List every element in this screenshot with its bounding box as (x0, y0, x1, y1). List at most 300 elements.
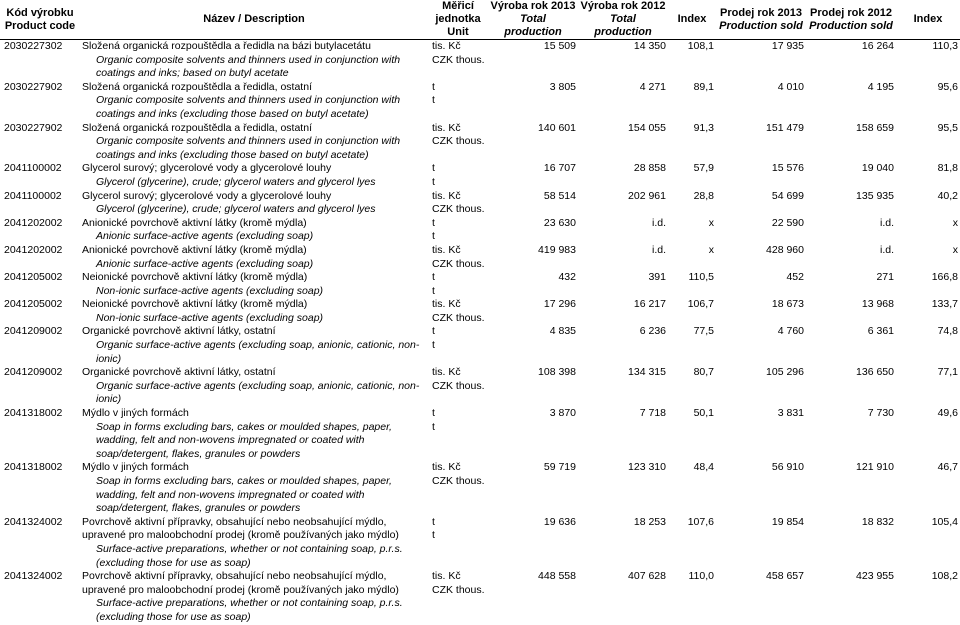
index-sold (896, 190, 960, 217)
unit-cz: tis. Kč (432, 461, 461, 474)
production-2012-value: 6 236 (639, 325, 666, 338)
table-header (0, 0, 960, 40)
table-row (0, 271, 960, 298)
production-2013 (488, 162, 578, 189)
sold-2013 (716, 325, 806, 366)
sold-2013 (716, 298, 806, 325)
production-2012-value: 28 858 (633, 162, 666, 175)
production-2013-value: 3 805 (549, 80, 576, 93)
table-row (0, 298, 960, 325)
production-2012 (578, 162, 668, 189)
product-code: 2030227302 (4, 40, 63, 52)
unit-en: CZK thous. (432, 583, 485, 596)
sold-2012-value: 136 650 (856, 366, 894, 379)
production-2012-value: 18 253 (633, 515, 666, 528)
unit-cz: t (432, 216, 435, 229)
header-product-code: Kód výrobku Product code (4, 6, 76, 32)
description-cell (80, 271, 428, 298)
table-row (0, 325, 960, 366)
header-index-production: Index (677, 13, 707, 25)
sold-2013 (716, 461, 806, 515)
table-row (0, 461, 960, 515)
unit-cell (428, 298, 488, 325)
unit-en: t (432, 175, 435, 188)
sold-2013-value: 458 657 (766, 570, 804, 583)
product-code-cell (0, 244, 80, 271)
product-code-cell (0, 190, 80, 217)
production-2012-value: 154 055 (628, 121, 666, 134)
sold-2013-value: 17 935 (771, 40, 804, 52)
index-production-value: 57,9 (693, 162, 714, 175)
product-code-cell (0, 516, 80, 570)
production-2013 (488, 190, 578, 217)
production-2013 (488, 407, 578, 461)
unit-cz: tis. Kč (432, 40, 461, 52)
index-production (668, 570, 716, 624)
index-production (668, 298, 716, 325)
description-cell (80, 366, 428, 407)
unit-cell (428, 516, 488, 570)
product-code-cell (0, 81, 80, 122)
description-en: Soap in forms excluding bars, cakes or moulded shapes, paper, wadding, felt and non-wovens impregnated or coated with soap/detergent, flakes, granules or powders (96, 420, 392, 460)
index-sold-value: 105,4 (931, 515, 958, 528)
index-production (668, 81, 716, 122)
description-cz: Mýdlo v jiných formách (82, 407, 189, 420)
unit-cell (428, 244, 488, 271)
production-2013-value: 17 296 (543, 298, 576, 311)
product-code: 2041202002 (4, 216, 63, 229)
description-en: Organic surface-active agents (excluding soap, anionic, cationic, non-ionic) (96, 379, 420, 406)
index-production (668, 244, 716, 271)
sold-2013-value: 54 699 (771, 189, 804, 202)
description-cz: Neionické povrchově aktivní látky (kromě mýdla) (82, 298, 308, 311)
production-2012-value: 16 217 (633, 298, 666, 311)
description-cell (80, 40, 428, 81)
production-2012 (578, 570, 668, 624)
unit-cell (428, 122, 488, 163)
description-cz: Glycerol surový; glycerolové vody a glycerolové louhy (82, 189, 332, 202)
production-2013 (488, 516, 578, 570)
unit-cz: tis. Kč (432, 298, 461, 311)
index-production-value: 108,1 (687, 40, 714, 52)
table-row (0, 122, 960, 163)
production-2013-value: 59 719 (543, 461, 576, 474)
sold-2013 (716, 217, 806, 244)
unit-en: CZK thous. (432, 53, 485, 66)
index-sold (896, 325, 960, 366)
index-production-value: 50,1 (693, 407, 714, 420)
index-production-value: 89,1 (693, 80, 714, 93)
description-cz: Neionické povrchově aktivní látky (kromě mýdla) (82, 271, 308, 284)
index-sold (896, 461, 960, 515)
sold-2012-value: 7 730 (867, 407, 894, 420)
sold-2012-value: 18 832 (861, 515, 894, 528)
product-code: 2041209002 (4, 325, 63, 338)
index-production-value: 110,5 (688, 271, 714, 284)
sold-2012 (806, 81, 896, 122)
production-2013-value: 419 983 (538, 243, 576, 256)
production-2012 (578, 325, 668, 366)
index-sold-value: 46,7 (937, 461, 958, 474)
table-row (0, 40, 960, 81)
unit-en: CZK thous. (432, 203, 485, 216)
sold-2012 (806, 461, 896, 515)
index-production (668, 271, 716, 298)
unit-cz: tis. Kč (432, 243, 461, 256)
sold-2012 (806, 162, 896, 189)
description-en: Glycerol (glycerine), crude; glycerol waters and glycerol lyes (96, 203, 376, 216)
sold-2013 (716, 407, 806, 461)
index-sold (896, 298, 960, 325)
index-production-value: 77,5 (693, 325, 714, 338)
index-production-value: 106,7 (687, 298, 714, 311)
sold-2013 (716, 244, 806, 271)
product-code-cell (0, 162, 80, 189)
product-code: 2041324002 (4, 570, 63, 583)
description-en: Non-ionic surface-active agents (excluding soap) (96, 284, 324, 297)
description-en: Glycerol (glycerine), crude; glycerol waters and glycerol lyes (96, 175, 376, 188)
production-2013 (488, 461, 578, 515)
description-cz: Složená organická rozpouštědla a ředidla, ostatní (82, 121, 312, 134)
production-2012-value: i.d. (651, 216, 666, 229)
sold-2012-value: 4 195 (867, 80, 894, 93)
description-cz: Mýdlo v jiných formách (82, 461, 189, 474)
unit-cell (428, 40, 488, 81)
description-cz: Složená organická rozpouštědla a ředidla, ostatní (82, 80, 312, 93)
sold-2013-value: 105 296 (766, 366, 804, 379)
sold-2013-value: 3 831 (777, 407, 804, 420)
unit-cz: t (432, 162, 435, 175)
index-production (668, 217, 716, 244)
index-sold-value: 49,6 (937, 407, 958, 420)
index-production (668, 516, 716, 570)
unit-cz: tis. Kč (432, 570, 461, 583)
header-unit: Měřicí jednotka Unit (435, 0, 481, 38)
description-cell (80, 162, 428, 189)
unit-en: t (432, 94, 435, 107)
production-2013-value: 108 398 (538, 366, 576, 379)
description-en: Anionic surface-active agents (excluding soap) (96, 257, 314, 270)
index-production (668, 366, 716, 407)
table-row (0, 570, 960, 624)
product-code-cell (0, 217, 80, 244)
sold-2012-value: 19 040 (861, 162, 894, 175)
product-code-cell (0, 271, 80, 298)
sold-2012-value: 121 910 (856, 461, 894, 474)
production-2012 (578, 461, 668, 515)
production-2012 (578, 298, 668, 325)
production-2013 (488, 122, 578, 163)
production-2012 (578, 366, 668, 407)
production-2013-value: 16 707 (543, 162, 576, 175)
product-code-cell (0, 407, 80, 461)
index-production-value: 107,6 (687, 515, 714, 528)
product-code: 2041205002 (4, 298, 63, 311)
production-2012 (578, 81, 668, 122)
production-2013-value: 448 558 (538, 570, 576, 583)
description-cz: Povrchově aktivní přípravky, obsahující nebo neobsahující mýdlo, upravené pro maloobchodní prodej (kromě používaných jako mýdlo) (82, 570, 399, 596)
header-index-sold: Index (913, 13, 943, 25)
sold-2012 (806, 190, 896, 217)
production-2013 (488, 271, 578, 298)
index-production (668, 325, 716, 366)
header-description: Název / Description (203, 13, 305, 25)
production-2013 (488, 366, 578, 407)
index-production-value: 48,4 (693, 461, 714, 474)
header-sold-2013: Prodej rok 2013 Production sold (719, 6, 803, 32)
production-2012-value: 14 350 (633, 40, 666, 52)
description-en: Organic composite solvents and thinners used in conjunction with coatings and inks; based on butyl acetate (96, 53, 401, 80)
production-2013 (488, 298, 578, 325)
product-code-cell (0, 570, 80, 624)
production-2012-value: i.d. (651, 243, 666, 256)
index-sold-value: 81,8 (937, 162, 958, 175)
table-row (0, 244, 960, 271)
unit-cell (428, 570, 488, 624)
index-production (668, 162, 716, 189)
index-production-value: x (708, 243, 714, 256)
description-cell (80, 217, 428, 244)
unit-cell (428, 81, 488, 122)
sold-2013 (716, 570, 806, 624)
header-sold-2012: Prodej rok 2012 Production sold (809, 6, 893, 32)
unit-cz: tis. Kč (432, 189, 461, 202)
index-sold (896, 162, 960, 189)
index-production (668, 407, 716, 461)
sold-2013-value: 56 910 (771, 461, 804, 474)
index-production-value: x (708, 216, 714, 229)
description-en: Anionic surface-active agents (excluding soap) (96, 230, 314, 243)
table-row (0, 162, 960, 189)
sold-2013-value: 151 479 (766, 121, 804, 134)
unit-en: t (432, 339, 435, 352)
unit-cell (428, 325, 488, 366)
index-sold-value: x (952, 216, 958, 229)
production-2013 (488, 244, 578, 271)
production-2013-value: 23 630 (543, 216, 576, 229)
index-sold (896, 366, 960, 407)
index-sold-value: 166,8 (931, 271, 958, 284)
sold-2013-value: 4 760 (777, 325, 804, 338)
product-code: 2041318002 (4, 407, 63, 420)
unit-cz: tis. Kč (432, 121, 461, 134)
production-2012-value: 202 961 (628, 189, 666, 202)
production-2012 (578, 40, 668, 81)
index-sold-value: 74,8 (937, 325, 958, 338)
index-production (668, 122, 716, 163)
description-cell (80, 298, 428, 325)
index-sold-value: 40,2 (937, 189, 958, 202)
product-code: 2041324002 (4, 515, 63, 528)
production-2013-value: 19 636 (543, 515, 576, 528)
index-sold (896, 122, 960, 163)
description-en: Organic composite solvents and thinners used in conjunction with coatings and inks (excluding those based on butyl acetate) (96, 94, 401, 120)
description-cz: Organické povrchově aktivní látky, ostatní (82, 325, 276, 338)
unit-en: CZK thous. (432, 311, 485, 324)
sold-2012 (806, 217, 896, 244)
index-sold (896, 244, 960, 271)
product-code: 2041209002 (4, 366, 63, 379)
unit-cell (428, 407, 488, 461)
sold-2013 (716, 162, 806, 189)
index-production (668, 461, 716, 515)
index-sold-value: 108,2 (931, 570, 958, 583)
production-2013-value: 432 (558, 271, 576, 284)
product-code: 2030227902 (4, 121, 63, 134)
production-2012-value: 391 (648, 271, 666, 284)
unit-en: t (432, 284, 435, 297)
table-row (0, 190, 960, 217)
sold-2012-value: 423 955 (856, 570, 894, 583)
unit-cz: t (432, 271, 435, 284)
sold-2012 (806, 516, 896, 570)
table-row (0, 407, 960, 461)
unit-en: CZK thous. (432, 257, 485, 270)
sold-2012 (806, 570, 896, 624)
production-2013-value: 15 509 (543, 40, 576, 52)
table-row (0, 217, 960, 244)
sold-2013-value: 452 (786, 271, 804, 284)
sold-2012-value: 135 935 (856, 189, 894, 202)
index-production (668, 40, 716, 81)
production-2012-value: 4 271 (639, 80, 666, 93)
production-2013-value: 3 870 (549, 407, 576, 420)
sold-2012 (806, 271, 896, 298)
index-production-value: 28,8 (693, 189, 714, 202)
sold-2012-value: 16 264 (861, 40, 894, 52)
unit-en: t (432, 420, 435, 433)
product-code-cell (0, 366, 80, 407)
production-2013 (488, 325, 578, 366)
unit-cell (428, 271, 488, 298)
description-cz: Organické povrchově aktivní látky, ostatní (82, 366, 276, 379)
production-2012-value: 7 718 (639, 407, 666, 420)
index-sold-value: 110,3 (932, 40, 958, 52)
index-sold (896, 40, 960, 81)
table-row (0, 516, 960, 570)
sold-2013 (716, 516, 806, 570)
index-sold (896, 407, 960, 461)
sold-2012-value: 158 659 (856, 121, 894, 134)
table-row (0, 366, 960, 407)
index-sold (896, 516, 960, 570)
production-2012 (578, 217, 668, 244)
unit-cell (428, 366, 488, 407)
index-production-value: 80,7 (693, 366, 714, 379)
sold-2012-value: i.d. (879, 216, 894, 229)
description-en: Organic surface-active agents (excluding soap, anionic, cationic, non-ionic) (96, 339, 420, 365)
sold-2012 (806, 366, 896, 407)
index-production-value: 110,0 (688, 570, 714, 583)
production-2012 (578, 190, 668, 217)
description-cz: Anionické povrchově aktivní látky (kromě mýdla) (82, 243, 307, 256)
index-sold-value: 77,1 (937, 366, 958, 379)
sold-2013 (716, 122, 806, 163)
production-2013 (488, 81, 578, 122)
product-code-cell (0, 325, 80, 366)
index-sold-value: 95,5 (937, 121, 958, 134)
description-cell (80, 190, 428, 217)
unit-cell (428, 217, 488, 244)
sold-2013-value: 18 673 (771, 298, 804, 311)
index-sold-value: x (952, 243, 958, 256)
product-code: 2030227902 (4, 80, 63, 93)
description-en: Surface-active preparations, whether or not containing soap, p.r.s. (excluding those for use as soap) (96, 597, 403, 623)
unit-cell (428, 162, 488, 189)
description-en: Soap in forms excluding bars, cakes or moulded shapes, paper, wadding, felt and non-wovens impregnated or coated with soap/detergent, flakes, granules or powders (96, 475, 392, 515)
production-2012 (578, 244, 668, 271)
index-sold (896, 570, 960, 624)
description-cell (80, 570, 428, 624)
production-2013-value: 4 835 (549, 325, 576, 338)
unit-en: CZK thous. (432, 475, 485, 487)
sold-2013-value: 22 590 (771, 216, 804, 229)
sold-2012-value: 13 968 (861, 298, 894, 311)
header-production-2012: Výroba rok 2012 Total production (580, 0, 666, 38)
sold-2012-value: 271 (876, 271, 894, 284)
description-cz: Povrchově aktivní přípravky, obsahující nebo neobsahující mýdlo, upravené pro maloobchodní prodej (kromě používaných jako mýdlo) (82, 515, 399, 542)
description-en: Organic composite solvents and thinners used in conjunction with coatings and inks (excluding those based on butyl acetate) (96, 135, 401, 161)
sold-2012-value: i.d. (879, 243, 894, 256)
table-row (0, 81, 960, 122)
unit-cz: t (432, 515, 435, 528)
sold-2012 (806, 325, 896, 366)
unit-cz: t (432, 80, 435, 93)
sold-2012-value: 6 361 (867, 325, 894, 338)
product-code-cell (0, 461, 80, 515)
unit-en: CZK thous. (432, 379, 485, 392)
product-code: 2041100002 (4, 162, 62, 175)
header-production-2013: Výroba rok 2013 Total production (490, 0, 576, 38)
sold-2013 (716, 271, 806, 298)
unit-cz: tis. Kč (432, 366, 461, 379)
sold-2013-value: 19 854 (771, 515, 804, 528)
description-cz: Složená organická rozpouštědla a ředidla na bázi butylacetátu (82, 40, 371, 52)
description-cell (80, 516, 428, 570)
production-2012 (578, 516, 668, 570)
sold-2012 (806, 244, 896, 271)
description-cz: Glycerol surový; glycerolové vody a glycerolové louhy (82, 162, 332, 175)
description-en: Non-ionic surface-active agents (excluding soap) (96, 311, 324, 324)
index-sold (896, 81, 960, 122)
description-cell (80, 407, 428, 461)
product-code: 2041202002 (4, 243, 63, 256)
sold-2013 (716, 81, 806, 122)
production-2012 (578, 122, 668, 163)
description-cell (80, 325, 428, 366)
production-2013 (488, 217, 578, 244)
production-2012 (578, 271, 668, 298)
sold-2013-value: 428 960 (766, 243, 804, 256)
index-production (668, 190, 716, 217)
sold-2013 (716, 366, 806, 407)
index-sold (896, 217, 960, 244)
production-2012-value: 123 310 (628, 461, 666, 474)
production-2013-value: 58 514 (543, 189, 576, 202)
sold-2013 (716, 40, 806, 81)
production-2013 (488, 570, 578, 624)
unit-en: t (432, 529, 435, 542)
production-2013-value: 140 601 (538, 121, 576, 134)
unit-en: t (432, 230, 435, 243)
sold-2012 (806, 298, 896, 325)
product-code-cell (0, 122, 80, 163)
production-2012 (578, 407, 668, 461)
index-sold-value: 95,6 (937, 80, 958, 93)
unit-cz: t (432, 407, 435, 420)
product-code-cell (0, 298, 80, 325)
production-2012-value: 407 628 (628, 570, 666, 583)
